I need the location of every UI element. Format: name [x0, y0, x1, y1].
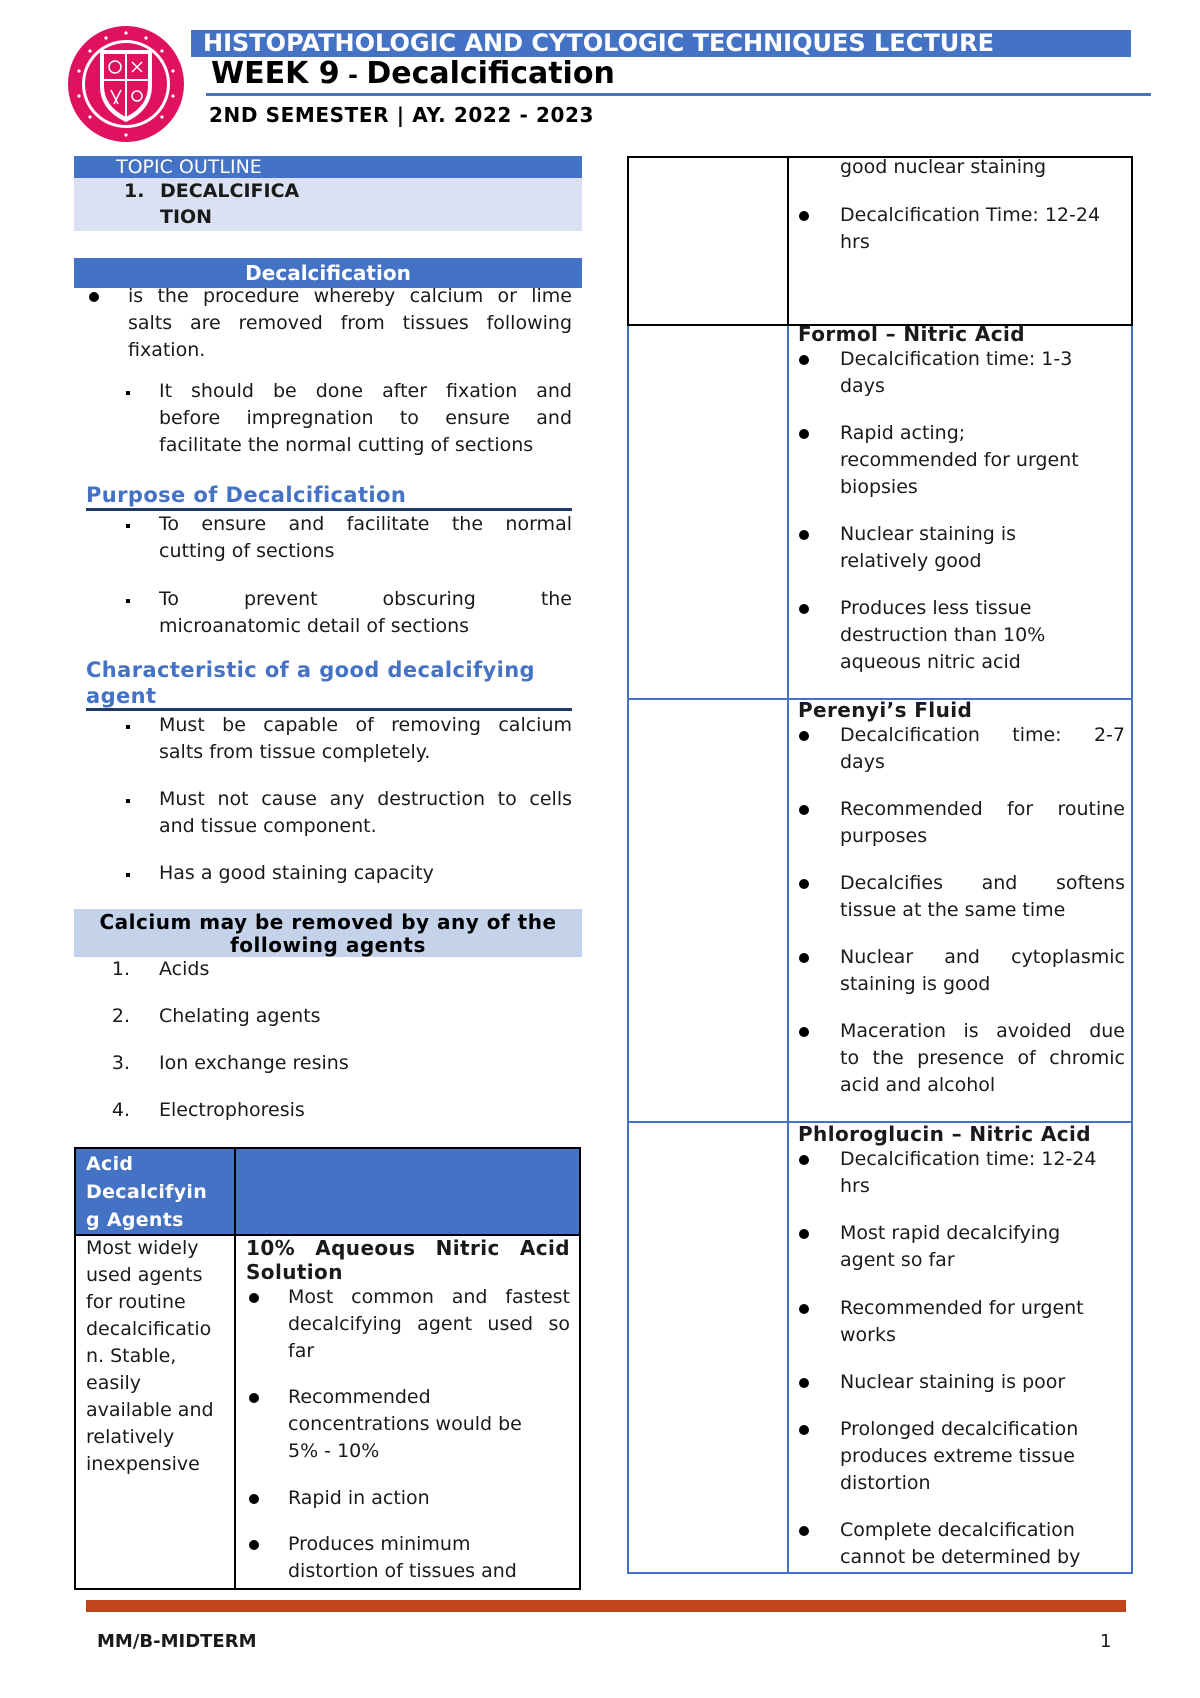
bullet-dot — [799, 1425, 809, 1435]
bullet-dot — [799, 731, 809, 741]
bullet-dot — [799, 429, 809, 439]
nitric-acid-line: far — [288, 1340, 315, 1362]
purpose-item — [159, 511, 572, 565]
agents-item-number: 4. — [111, 1099, 130, 1121]
perenyi-point — [840, 1018, 1125, 1099]
agents-heading-line: following agents — [230, 933, 426, 957]
agents-list-item — [100, 1050, 400, 1097]
formol-line: Nuclear staining is — [840, 523, 1017, 545]
table-border — [74, 1147, 581, 1149]
nitric-acid-line: Produces minimum — [288, 1533, 471, 1555]
acid-description-line: used agents — [86, 1264, 203, 1286]
bullet-square — [126, 599, 130, 603]
phloroglucin-line: hrs — [840, 1175, 870, 1197]
table-border-blue — [787, 326, 789, 1574]
acid-table-header-line: g Agents — [86, 1209, 184, 1231]
nitric-continuation-line: good nuclear staining — [840, 156, 1047, 178]
formol-line: relatively good — [840, 550, 982, 572]
definition-line: is the procedure whereby calcium or lime — [128, 285, 572, 307]
toc-item-line1: DECALCIFICA — [160, 180, 300, 202]
perenyi-line: Decalcification time: 2-7 — [840, 724, 1125, 746]
nitric-acid-title-line: 10% Aqueous Nitric Acid — [246, 1236, 570, 1260]
formol-line: Rapid acting; — [840, 422, 966, 444]
phloroglucin-line: Most rapid decalcifying — [840, 1222, 1061, 1244]
title-dash: - — [339, 61, 367, 89]
phloroglucin-point — [840, 1220, 1125, 1274]
formol-point — [840, 346, 1125, 400]
acid-description-line: decalcificatio — [86, 1318, 212, 1340]
bullet-square — [126, 725, 130, 729]
table-border — [1131, 156, 1133, 326]
acid-description-line: easily — [86, 1372, 142, 1394]
acid-description-line: relatively — [86, 1426, 175, 1448]
bullet-dot — [799, 1304, 809, 1314]
footer-rule — [86, 1600, 1126, 1612]
topic-title: Decalcification — [366, 56, 615, 91]
section-heading-text: Decalcification — [245, 261, 411, 285]
agents-list — [100, 956, 400, 1144]
formol-line: biopsies — [840, 476, 918, 498]
bullet-dot — [799, 1378, 809, 1388]
acid-description — [86, 1235, 231, 1478]
table-border — [579, 1147, 581, 1590]
formol-point — [840, 595, 1125, 676]
phloroglucin-line: produces extreme tissue — [840, 1445, 1075, 1467]
nitric-acid-title — [246, 1236, 570, 1284]
acid-description-line: available and — [86, 1399, 214, 1421]
agents-list-item — [100, 956, 400, 1003]
acid-description-line: inexpensive — [86, 1453, 200, 1475]
topic-outline-bar — [74, 156, 582, 178]
agents-item-number: 3. — [111, 1052, 130, 1074]
characteristic-line: Must not cause any destruction to cells — [159, 788, 572, 810]
characteristic-line: Has a good staining capacity — [159, 862, 434, 884]
bullet-dot — [249, 1540, 259, 1550]
phloroglucin-title: Phloroglucin – Nitric Acid — [798, 1122, 1091, 1146]
toc-item-line2: TION — [160, 206, 213, 228]
perenyi-line: purposes — [840, 825, 928, 847]
nitric-acid-line: distortion of tissues and — [288, 1560, 517, 1582]
phloroglucin-point — [840, 1416, 1125, 1497]
perenyi-title: Perenyi’s Fluid — [798, 698, 973, 722]
formol-nitric-title: Formol – Nitric Acid — [798, 322, 1026, 346]
bullet-dot — [799, 805, 809, 815]
university-seal-logo — [66, 24, 186, 144]
purpose-line: To ensure and facilitate the normal — [159, 513, 572, 535]
nitric-acid-line: Rapid in action — [288, 1487, 430, 1509]
table-border — [234, 1147, 236, 1590]
characteristic-heading-line: Characteristic of a good decalcifying — [86, 658, 535, 682]
acid-description-line: n. Stable, — [86, 1345, 177, 1367]
agents-item-number: 1. — [111, 958, 130, 980]
nitric-continuation-point — [840, 202, 1125, 256]
perenyi-line: to the presence of chromic — [840, 1047, 1125, 1069]
semester-line: 2ND SEMESTER | AY. 2022 - 2023 — [209, 103, 595, 127]
perenyi-line: Nuclear and cytoplasmic — [840, 946, 1125, 968]
characteristic-item — [159, 860, 572, 887]
bullet-dot — [799, 953, 809, 963]
table-border-blue — [1131, 326, 1133, 1574]
perenyi-point — [840, 870, 1125, 924]
agents-item-text: Electrophoresis — [159, 1099, 305, 1121]
phloroglucin-line: works — [840, 1324, 896, 1346]
phloroglucin-point — [840, 1146, 1125, 1200]
table-border-blue — [627, 326, 629, 1574]
nitric-acid-title-line: Solution — [246, 1260, 343, 1284]
agents-item-text: Ion exchange resins — [159, 1052, 349, 1074]
bullet-dot — [799, 604, 809, 614]
perenyi-point — [840, 944, 1125, 998]
nitric-acid-line: concentrations would be — [288, 1413, 522, 1435]
perenyi-line: staining is good — [840, 973, 991, 995]
nitric-continuation-line: Decalcification Time: 12-24 — [840, 204, 1101, 226]
table-border — [74, 1147, 76, 1590]
bullet-square — [126, 799, 130, 803]
phloroglucin-line: Recommended for urgent — [840, 1297, 1084, 1319]
topic-outline-item — [124, 178, 304, 230]
definition-line: fixation. — [128, 339, 206, 361]
footer-label: MM/B-MIDTERM — [97, 1631, 257, 1652]
course-title: HISTOPATHOLOGIC AND CYTOLOGIC TECHNIQUES LECTURE — [203, 29, 995, 57]
nitric-acid-line: decalcifying agent used so — [288, 1313, 570, 1335]
agents-heading-box — [74, 909, 582, 957]
bullet-dot — [249, 1494, 259, 1504]
acid-description-line: for routine — [86, 1291, 186, 1313]
characteristic-line: salts from tissue completely. — [159, 741, 431, 763]
characteristic-heading — [86, 657, 535, 709]
purpose-line: cutting of sections — [159, 540, 335, 562]
bullet-dot — [249, 1393, 259, 1403]
perenyi-line: tissue at the same time — [840, 899, 1066, 921]
formol-line: days — [840, 375, 885, 397]
formol-line: recommended for urgent — [840, 449, 1079, 471]
formol-point — [840, 521, 1125, 575]
characteristic-heading-line: agent — [86, 684, 157, 708]
bullet-dot — [89, 292, 99, 302]
nitric-continuation — [840, 154, 1125, 181]
formol-line: Decalcification time: 1-3 — [840, 348, 1073, 370]
phloroglucin-line: cannot be determined by — [840, 1546, 1081, 1568]
phloroglucin-line: agent so far — [840, 1249, 955, 1271]
table-border — [627, 156, 629, 326]
table-border — [787, 156, 789, 326]
header-rule — [206, 93, 1151, 96]
perenyi-line: days — [840, 751, 885, 773]
perenyi-line: Decalcifies and softens — [840, 872, 1125, 894]
bullet-dot — [799, 1526, 809, 1536]
agents-list-item — [100, 1003, 400, 1050]
bullet-square — [126, 524, 130, 528]
bullet-square — [126, 391, 130, 395]
bullet-dot — [249, 1293, 259, 1303]
acid-table-header-empty-cell — [236, 1149, 579, 1235]
formol-line: Produces less tissue — [840, 597, 1032, 619]
agents-item-text: Chelating agents — [159, 1005, 321, 1027]
page-title — [211, 56, 615, 93]
perenyi-point — [840, 722, 1125, 776]
nitric-acid-point — [288, 1284, 570, 1365]
agents-item-number: 2. — [111, 1005, 130, 1027]
bullet-dot — [799, 211, 809, 221]
characteristic-heading-rule — [86, 708, 572, 711]
agents-item-text: Acids — [159, 958, 210, 980]
characteristic-line: and tissue component. — [159, 815, 377, 837]
nitric-acid-line: Recommended — [288, 1386, 431, 1408]
toc-item-number: 1. — [124, 180, 145, 202]
topic-outline-label: TOPIC OUTLINE — [116, 156, 262, 178]
phloroglucin-line: Nuclear staining is poor — [840, 1371, 1066, 1393]
acid-table-header — [86, 1150, 236, 1234]
bullet-dot — [799, 1229, 809, 1239]
formol-line: destruction than 10% — [840, 624, 1046, 646]
acid-table-header-line: Decalcifyin — [86, 1181, 208, 1203]
acid-description-line: Most widely — [86, 1237, 199, 1259]
bullet-square — [126, 873, 130, 877]
definition-line: salts are removed from tissues following — [128, 312, 572, 334]
characteristic-item — [159, 786, 572, 840]
nitric-continuation-line: hrs — [840, 231, 870, 253]
acid-table-header-line: Acid — [86, 1153, 134, 1175]
nitric-acid-point — [288, 1384, 570, 1465]
purpose-line: microanatomic detail of sections — [159, 615, 470, 637]
note-line: before impregnation to ensure and — [159, 407, 572, 429]
decalcification-note — [159, 378, 572, 459]
purpose-item — [159, 586, 572, 640]
nitric-acid-line: Most common and fastest — [288, 1286, 570, 1308]
agents-heading-line: Calcium may be removed by any of the — [99, 910, 557, 934]
definition-text — [128, 283, 572, 364]
nitric-acid-point — [288, 1531, 570, 1585]
bullet-dot — [799, 355, 809, 365]
course-title-band — [191, 30, 1131, 57]
week-label: WEEK 9 — [211, 56, 340, 91]
table-border — [74, 1588, 581, 1590]
formol-line: aqueous nitric acid — [840, 651, 1021, 673]
perenyi-line: Maceration is avoided due — [840, 1020, 1125, 1042]
phloroglucin-point — [840, 1369, 1125, 1396]
nitric-acid-line: 5% - 10% — [288, 1440, 380, 1462]
phloroglucin-line: Complete decalcification — [840, 1519, 1075, 1541]
nitric-acid-point — [288, 1485, 570, 1512]
purpose-heading: Purpose of Decalcification — [86, 483, 407, 507]
bullet-dot — [799, 879, 809, 889]
bullet-dot — [799, 530, 809, 540]
perenyi-line: acid and alcohol — [840, 1074, 996, 1096]
formol-point — [840, 420, 1125, 501]
characteristic-item — [159, 712, 572, 766]
agents-list-item — [100, 1097, 400, 1144]
table-border-blue — [627, 1572, 1133, 1574]
phloroglucin-line: distortion — [840, 1472, 931, 1494]
bullet-dot — [799, 1155, 809, 1165]
phloroglucin-point — [840, 1517, 1125, 1571]
perenyi-line: Recommended for routine — [840, 798, 1125, 820]
note-line: It should be done after fixation and — [159, 380, 572, 402]
phloroglucin-point — [840, 1295, 1125, 1349]
characteristic-line: Must be capable of removing calcium — [159, 714, 572, 736]
phloroglucin-line: Decalcification time: 12-24 — [840, 1148, 1097, 1170]
note-line: facilitate the normal cutting of sections — [159, 434, 534, 456]
bullet-dot — [799, 1027, 809, 1037]
page-number: 1 — [1100, 1631, 1112, 1652]
purpose-line: To prevent obscuring the — [159, 588, 572, 610]
perenyi-point — [840, 796, 1125, 850]
phloroglucin-line: Prolonged decalcification — [840, 1418, 1079, 1440]
